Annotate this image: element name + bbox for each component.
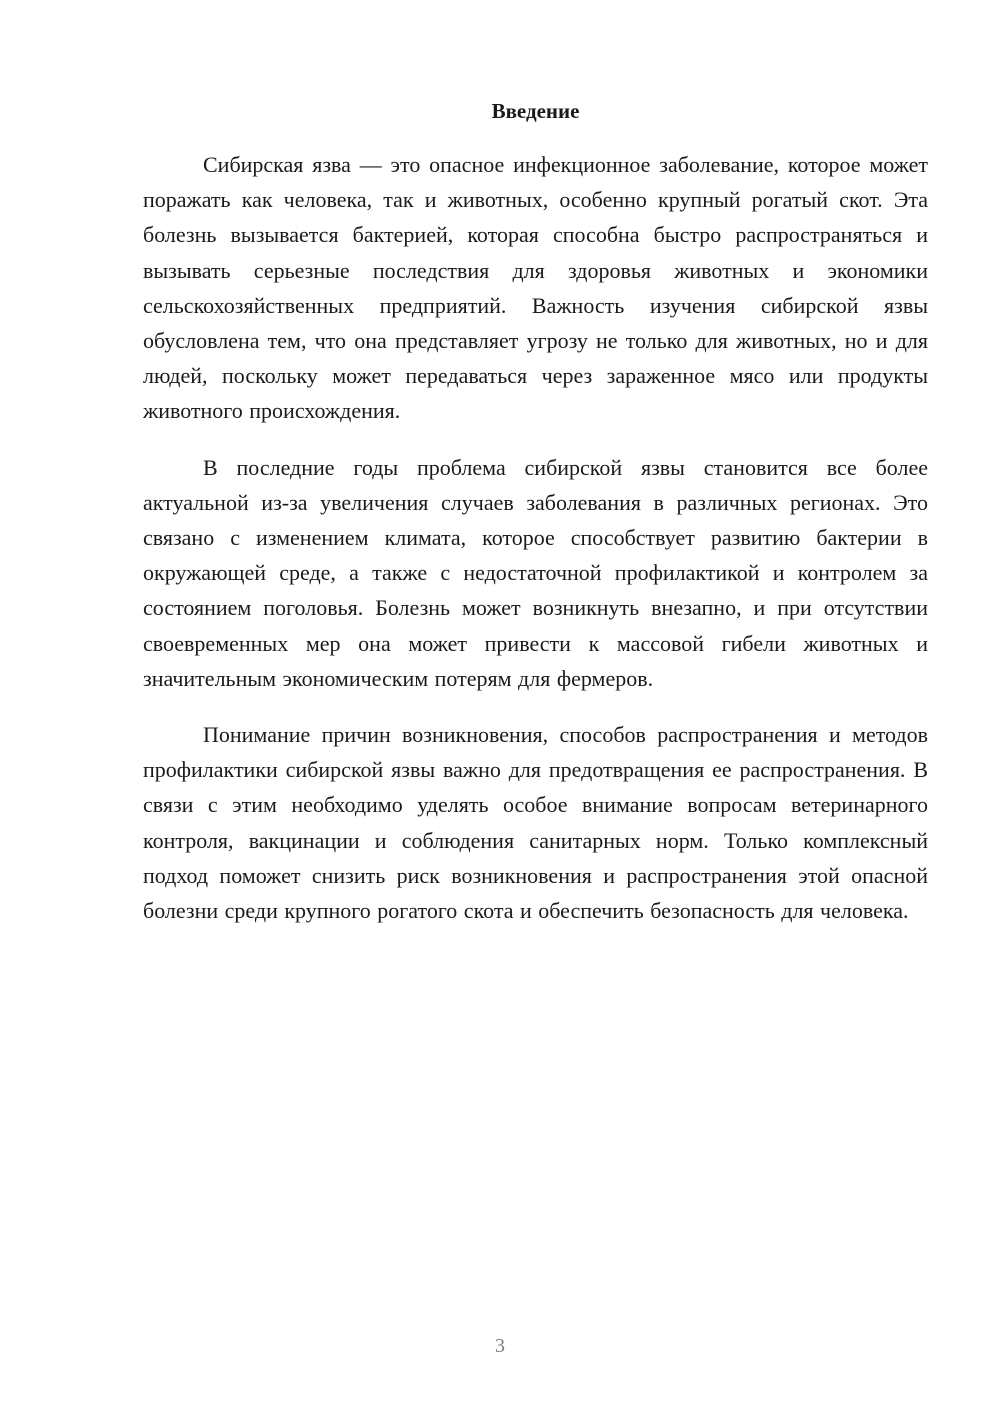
paragraph-3: Понимание причин возникновения, способов распространения и методов профилактики сибирской язвы важно для предотвращения ее распространения. В связи с этим необходимо уделять особое внимание вопросам ветеринарного контроля, вакцинации и соблюдения санитарных норм. Только комплексный подход поможет снизить риск возникновения и распространения этой опасной болезни среди крупного рогатого скота и обеспечить безопасность для человека. [143, 722, 928, 924]
page-title: Введение [491, 99, 580, 123]
document-body [143, 96, 928, 949]
paragraph-1: Сибирская язва — это опасное инфекционное заболевание, которое может поражать как человека, так и животных, особенно крупный рогатый скот. Эта болезнь вызывается бактерией, которая способна быстро распространяться и вызывать серьезные последствия для здоровья животных и экономики сельскохозяйственных предприятий. Важность изучения сибирской язвы обусловлена тем, что она представляет угрозу не только для животных, но и для людей, поскольку может передаваться через зараженное мясо или продукты животного происхождения. [143, 152, 928, 424]
page-number: 3 [495, 1335, 505, 1357]
paragraph-2: В последние годы проблема сибирской язвы становится все более актуальной из-за увеличения случаев заболевания в различных регионах. Это связано с изменением климата, которое способствует развитию бактерии в окружающей среде, а также с недостаточной профилактикой и контролем за состоянием поголовья. Болезнь может возникнуть внезапно, и при отсутствии своевременных мер она может привести к массовой гибели животных и значительным экономическим потерям для фермеров. [143, 454, 928, 691]
